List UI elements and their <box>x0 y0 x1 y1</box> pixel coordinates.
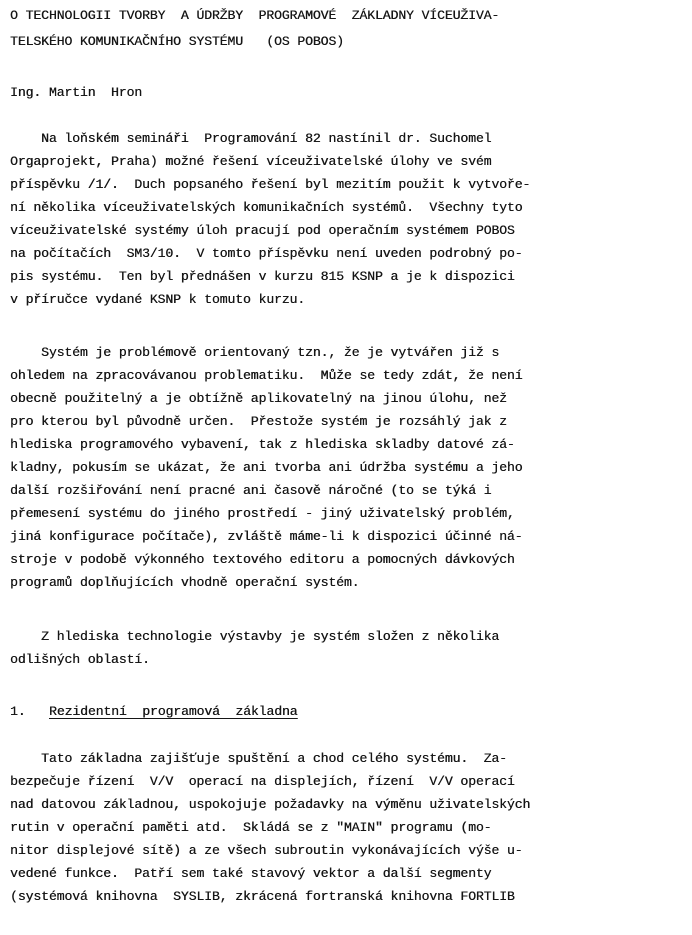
text-line: ní několika víceuživatelských komunikačních systémů. Všechny tyto <box>10 200 523 215</box>
text-line: vedené funkce. Patří sem také stavový vektor a další segmenty <box>10 866 492 881</box>
text-line: Orgaprojekt, Praha) možné řešení víceuživatelské úlohy ve svém <box>10 154 492 169</box>
text-line: pro kterou byl původně určen. Přestože systém je rozsáhlý jak z <box>10 414 507 429</box>
section-heading: Rezidentní programová základna <box>49 704 298 719</box>
text-line: příspěvku /1/. Duch popsaného řešení byl mezitím použit k vytvoře- <box>10 177 531 192</box>
text-line: obecně použitelný a je obtížně aplikovatelný na jinou úlohu, než <box>10 391 507 406</box>
text-line: nad datovou základnou, uspokojuje požadavky na výměnu uživatelských <box>10 797 531 812</box>
text-line: na počítačích SM3/10. V tomto příspěvku není uveden podrobný po- <box>10 246 523 261</box>
text-line: nitor displejové sítě) a ze všech subroutin vykonávajících výše u- <box>10 843 523 858</box>
text-line: Systém je problémově orientovaný tzn., že je vytvářen již s <box>10 345 500 360</box>
text-line: (systémová knihovna SYSLIB, zkrácená fortranská knihovna FORTLIB <box>10 889 515 904</box>
text-line: hlediska programového vybavení, tak z hlediska skladby datové zá- <box>10 437 515 452</box>
text-line: v příručce vydané KSNP k tomuto kurzu. <box>10 292 306 307</box>
text-line: pis systému. Ten byl přednášen v kurzu 815 KSNP a je k dispozici <box>10 269 515 284</box>
text-line: programů doplňujících vhodně operační systém. <box>10 575 360 590</box>
text-line: stroje v podobě výkonného textového editoru a pomocných dávkových <box>10 552 515 567</box>
text-line: jiná konfigurace počítače), zvláště máme-li k dispozici účinné ná- <box>10 529 523 544</box>
text-line: Na loňském semináři Programování 82 nastínil dr. Suchomel <box>10 131 492 146</box>
text-line: Tato základna zajišťuje spuštění a chod celého systému. Za- <box>10 751 507 766</box>
text-line: kladny, pokusím se ukázat, že ani tvorba ani údržba systému a jeho <box>10 460 523 475</box>
title-line-1: O TECHNOLOGII TVORBY A ÚDRŽBY PROGRAMOVÉ ZÁKLADNY VÍCEUŽIVA- <box>10 8 500 23</box>
author-name: Ing. Martin Hron <box>10 85 142 100</box>
text-line: ohledem na zpracovávanou problematiku. Může se tedy zdát, že není <box>10 368 523 383</box>
text-line: přemesení systému do jiného prostředí - jiný uživatelský problém, <box>10 506 515 521</box>
title-line-2: TELSKÉHO KOMUNIKAČNÍHO SYSTÉMU (OS POBOS) <box>10 34 344 49</box>
text-line: odlišných oblastí. <box>10 652 150 667</box>
text-line: Z hlediska technologie výstavby je systém složen z několika <box>10 629 500 644</box>
text-line: víceuživatelské systémy úloh pracují pod operačním systémem POBOS <box>10 223 515 238</box>
text-line: bezpečuje řízení V/V operací na displejích, řízení V/V operací <box>10 774 515 789</box>
section-number: 1. <box>10 704 26 719</box>
text-line: rutin v operační paměti atd. Skládá se z "MAIN" programu (mo- <box>10 820 492 835</box>
text-line: další rozšiřování není pracné ani časově náročné (to se týká i <box>10 483 492 498</box>
